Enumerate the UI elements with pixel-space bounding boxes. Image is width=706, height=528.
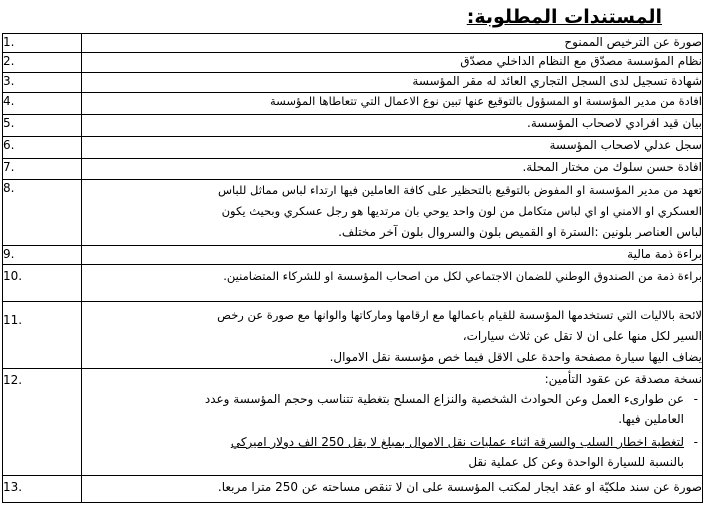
item-number: 1. — [3, 34, 82, 53]
item-number: 6. — [3, 137, 82, 159]
item-text: صورة عن الترخيص الممنوح — [82, 34, 703, 53]
item-text: افادة حسن سلوك من مختار المحلة. — [82, 159, 703, 180]
item-text: براءة ذمة من الصندوق الوطني للضمان الاجتماعي لكل من اصحاب المؤسسة او للشركاء المتضامنين. — [82, 265, 703, 302]
item-number: 10. — [3, 265, 82, 302]
table-row — [3, 53, 703, 73]
page-title: المستندات المطلوبة: — [466, 6, 662, 28]
item-text: سجل عدلي لاصحاب المؤسسة — [82, 137, 703, 159]
item-number: 2. — [3, 53, 82, 73]
item-text: شهادة تسجيل لدى السجل التجاري العائد له مقر المؤسسة — [82, 73, 703, 93]
item-text: لائحة بالاليات التي تستخدمها المؤسسة للقيام باعمالها مع ارقامها وماركاتها والوانها مع صورة عن رخص السير لكل منها على ان لا تقل عن ثلاث سيارات، يضاف اليها سيارة مصفحة واحدة على الاقل فيما خص مؤسسة نقل الاموال. — [82, 302, 703, 369]
item-text: نسخة مصدقة عن عقود التأمين: - عن طوارىء العمل وعن الحوادث الشخصية والنزاع المسلح بتغطية تتناسب وحجم المؤسسة وعدد العاملين فيها. - لتغطية اخطار السلب والسرقة اثناء عمليات نقل الاموال بمبلغ لا يقل 250 الف دولار اميركي بالنسبة للسيارة الواحدة وعن كل عملية نقل — [82, 369, 703, 476]
item-number: 11. — [3, 302, 82, 369]
table-row — [3, 115, 703, 137]
item-text: براءة ذمة مالية — [82, 246, 703, 265]
item-number: 3. — [3, 73, 82, 93]
table-row — [3, 369, 703, 476]
list-item: - عن طوارىء العمل وعن الحوادث الشخصية والنزاع المسلح بتغطية تتناسب وحجم المؤسسة وعدد العاملين فيها. — [82, 389, 702, 429]
table-row — [3, 34, 703, 53]
table-row — [3, 159, 703, 180]
item-number: 9. — [3, 246, 82, 265]
item-number: 7. — [3, 159, 82, 180]
table-row — [3, 137, 703, 159]
item-text: بيان قيد افرادي لاصحاب المؤسسة. — [82, 115, 703, 137]
item-number: 8. — [3, 180, 82, 246]
table-row — [3, 180, 703, 246]
item-number: 4. — [3, 93, 82, 115]
table-row — [3, 476, 703, 503]
item-text: صورة عن سند ملكيّة او عقد ايجار لمكتب المؤسسة على ان لا تنقص مساحته عن 250 مترا مربعا. — [82, 476, 703, 503]
item-number: 5. — [3, 115, 82, 137]
item-text: نظام المؤسسة مصدّق مع النظام الداخلي مصدّق — [82, 53, 703, 73]
table-row — [3, 302, 703, 369]
item-number: 12. — [3, 369, 82, 476]
table-row — [3, 246, 703, 265]
table-row — [3, 93, 703, 115]
item-number: 13. — [3, 476, 82, 503]
table-row — [3, 73, 703, 93]
item-text: تعهد من مدير المؤسسة او المفوض بالتوقيع بالتحظير على كافة العاملين فيها ارتداء لباس مماثل للباس العسكري او الامني او اي لباس متكامل من لون واحد يوحي بان مرتديها هو رجل عسكري وبحيث يكون لباس العناصر بلونين :السترة او القميص بلون والسروال بلون آخر مختلف. — [82, 180, 703, 246]
documents-table — [2, 33, 703, 503]
list-item: - لتغطية اخطار السلب والسرقة اثناء عمليات نقل الاموال بمبلغ لا يقل 250 الف دولار اميركي بالنسبة للسيارة الواحدة وعن كل عملية نقل — [82, 432, 702, 472]
table-row — [3, 265, 703, 302]
item-text: افادة من مدير المؤسسة او المسؤول بالتوقيع عنها تبين نوع الاعمال التي تتعاطاها المؤسسة — [82, 93, 703, 115]
